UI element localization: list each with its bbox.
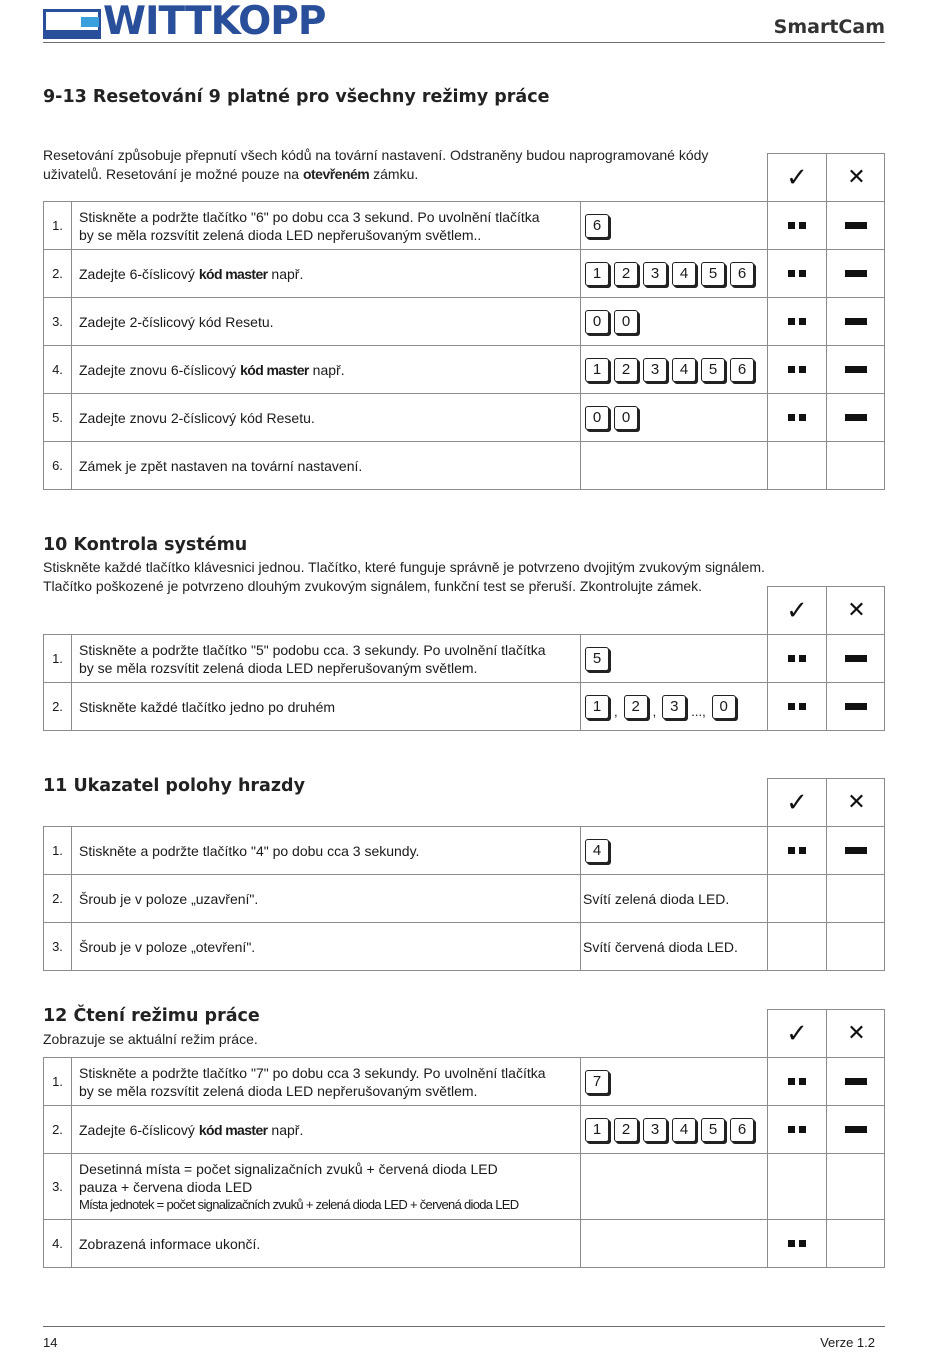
status-header (767, 153, 885, 202)
key-icon: 5 (701, 262, 725, 286)
key-icon: 2 (624, 695, 648, 719)
empty-cell (768, 442, 827, 489)
section-title-read-mode: 12 Čtení režimu práce (43, 1006, 260, 1026)
empty-cell (581, 1154, 768, 1219)
step-number: 2. (44, 250, 72, 297)
long-beep-led-icon (827, 1058, 885, 1105)
long-beep-led-icon (827, 202, 885, 249)
cross-icon: ✕ (847, 790, 866, 815)
step-number: 4. (44, 1220, 72, 1267)
section-intro-reset (43, 146, 803, 184)
intro-line: Stiskněte každé tlačítko klávesnici jednou. Tlačítko, které funguje správně je potvrzeno dvojitým zvukovým signálem. (43, 559, 765, 575)
page-footer (43, 1326, 885, 1350)
cross-icon: ✕ (847, 598, 866, 623)
cross-icon: ✕ (847, 1021, 866, 1046)
key-sequence (581, 827, 768, 874)
step-number: 1. (44, 202, 72, 249)
step-text: Zadejte 6-číslicový kód master např. (72, 250, 581, 297)
empty-cell (768, 1154, 827, 1219)
page-number: 14 (43, 1335, 58, 1350)
empty-cell (827, 442, 885, 489)
long-beep-led-icon (827, 394, 885, 441)
separator: , (652, 703, 657, 719)
section-intro-system-check (43, 558, 803, 596)
double-beep-led-icon (768, 635, 827, 682)
table-row (43, 393, 885, 442)
table-row (43, 1153, 885, 1220)
table-row (43, 874, 885, 923)
key-icon: 4 (672, 262, 696, 286)
page-header (43, 0, 885, 43)
section-title-reset: 9-13 Resetování 9 platné pro všechny režimy práce (43, 87, 550, 107)
step-text: Zadejte 2-číslicový kód Resetu. (72, 298, 581, 345)
wittkopp-logo-mark-icon (43, 9, 101, 39)
key-icon: 7 (585, 1070, 609, 1094)
step-number: 4. (44, 346, 72, 393)
double-beep-led-icon (768, 827, 827, 874)
empty-cell (768, 923, 827, 970)
key-icon: 1 (585, 1118, 609, 1142)
long-beep-led-icon (827, 250, 885, 297)
empty-cell (827, 923, 885, 970)
table-row (43, 201, 885, 250)
key-icon: 1 (585, 358, 609, 382)
table-row (43, 922, 885, 971)
step-number: 2. (44, 1106, 72, 1153)
step-text: Zámek je zpět nastaven na tovární nastavení. (72, 442, 581, 489)
key-sequence (581, 202, 768, 249)
version-label: Verze 1.2 (820, 1335, 875, 1350)
key-icon: 3 (662, 695, 686, 719)
key-icon: 2 (614, 358, 638, 382)
key-icon: 6 (730, 262, 754, 286)
double-beep-led-icon (768, 683, 827, 730)
key-sequence (581, 1106, 768, 1153)
empty-cell (581, 442, 768, 489)
step-text: Stiskněte a podržte tlačítko "4" po dobu cca 3 sekundy. (72, 827, 581, 874)
status-header (767, 586, 885, 635)
table-row (43, 345, 885, 394)
key-icon: 4 (585, 839, 609, 863)
key-icon: 3 (643, 262, 667, 286)
led-info: Svítí červená dioda LED. (581, 923, 768, 970)
table-row (43, 826, 885, 875)
key-icon: 0 (614, 310, 638, 334)
double-beep-led-icon (768, 1106, 827, 1153)
step-text: Stiskněte a podržte tlačítko "5" podobu cca. 3 sekundy. Po uvolnění tlačítka by se měla rozsvítit zelená dioda LED nepřerušovaným světlem. (72, 635, 581, 682)
key-icon: 0 (585, 310, 609, 334)
key-icon: 4 (672, 358, 696, 382)
cross-icon: ✕ (847, 165, 866, 190)
long-beep-led-icon (827, 827, 885, 874)
step-text: Zadejte znovu 2-číslicový kód Resetu. (72, 394, 581, 441)
key-sequence (581, 635, 768, 682)
step-number: 1. (44, 1058, 72, 1105)
intro-line: uživatelů. Resetování je možné pouze na otevřeném zámku. (43, 166, 419, 182)
key-icon: 5 (585, 647, 609, 671)
step-number: 1. (44, 827, 72, 874)
status-header (767, 1009, 885, 1058)
double-beep-led-icon (768, 346, 827, 393)
step-text: Šroub je v poloze „uzavření". (72, 875, 581, 922)
step-number: 3. (44, 1154, 72, 1219)
logo-text: WITTKOPP (103, 0, 326, 44)
step-text: Stiskněte každé tlačítko jedno po druhém (72, 683, 581, 730)
table-row (43, 249, 885, 298)
step-number: 2. (44, 875, 72, 922)
key-icon: 2 (614, 1118, 638, 1142)
key-icon: 2 (614, 262, 638, 286)
step-number: 6. (44, 442, 72, 489)
key-sequence (581, 394, 768, 441)
key-icon: 0 (585, 406, 609, 430)
checkmark-icon: ✓ (768, 587, 827, 634)
table-row (43, 1219, 885, 1268)
step-text: Zadejte znovu 6-číslicový kód master např. (72, 346, 581, 393)
step-text: Zobrazená informace ukončí. (72, 1220, 581, 1267)
separator: ..., (691, 703, 706, 719)
checkmark-icon: ✓ (768, 154, 827, 201)
led-info: Svítí zelená dioda LED. (581, 875, 768, 922)
section-title-system-check: 10 Kontrola systému (43, 535, 248, 555)
key-icon: 5 (701, 1118, 725, 1142)
step-number: 2. (44, 683, 72, 730)
double-beep-led-icon (768, 250, 827, 297)
step-number: 3. (44, 298, 72, 345)
key-sequence (581, 250, 768, 297)
step-number: 5. (44, 394, 72, 441)
key-icon: 1 (585, 695, 609, 719)
double-beep-led-icon (768, 298, 827, 345)
key-icon: 1 (585, 262, 609, 286)
key-icon: 6 (585, 214, 609, 238)
product-name: SmartCam (773, 16, 885, 38)
double-beep-led-icon (768, 394, 827, 441)
table-row (43, 441, 885, 490)
key-sequence (581, 298, 768, 345)
step-number: 1. (44, 635, 72, 682)
status-header (767, 778, 885, 827)
key-icon: 6 (730, 1118, 754, 1142)
step-text: Stiskněte a podržte tlačítko "7" po dobu cca 3 sekundy. Po uvolnění tlačítka by se měla rozsvítit zelená dioda LED nepřerušovaným světlem. (72, 1058, 581, 1105)
long-beep-led-icon (827, 298, 885, 345)
long-beep-led-icon (827, 635, 885, 682)
checkmark-icon: ✓ (768, 779, 827, 826)
step-text: Stiskněte a podržte tlačítko "6" po dobu cca 3 sekund. Po uvolnění tlačítka by se měla rozsvítit zelená dioda LED nepřerušovaným světlem.. (72, 202, 581, 249)
key-icon: 0 (712, 695, 736, 719)
table-row (43, 297, 885, 346)
checkmark-icon: ✓ (768, 1010, 827, 1057)
key-icon: 4 (672, 1118, 696, 1142)
long-beep-led-icon (827, 1106, 885, 1153)
key-icon: 5 (701, 358, 725, 382)
long-beep-led-icon (827, 346, 885, 393)
table-row (43, 634, 885, 683)
double-beep-led-icon (768, 1058, 827, 1105)
empty-cell (768, 875, 827, 922)
key-sequence (581, 1058, 768, 1105)
key-icon: 3 (643, 1118, 667, 1142)
step-text: Šroub je v poloze „otevření". (72, 923, 581, 970)
intro-line: Resetování způsobuje přepnutí všech kódů na tovární nastavení. Odstraněny budou naprogramované kódy (43, 147, 709, 163)
separator: , (614, 703, 618, 719)
table-row (43, 1105, 885, 1154)
double-beep-led-icon (768, 202, 827, 249)
table-row (43, 1057, 885, 1106)
empty-cell (827, 875, 885, 922)
section-intro-read-mode: Zobrazuje se aktuální režim práce. (43, 1031, 258, 1047)
step-text: Desetinná místa = počet signalizačních zvuků + červená dioda LED pauza + červena dioda LED Místa jednotek = počet signalizačních zvuků + zelená dioda LED + červená dioda LED (72, 1154, 581, 1219)
empty-cell (581, 1220, 768, 1267)
step-text: Zadejte 6-číslicový kód master např. (72, 1106, 581, 1153)
key-icon: 6 (730, 358, 754, 382)
step-number: 3. (44, 923, 72, 970)
key-sequence (581, 346, 768, 393)
key-icon: 0 (614, 406, 638, 430)
key-icon: 3 (643, 358, 667, 382)
double-beep-led-icon (768, 1220, 827, 1267)
long-beep-led-icon (827, 683, 885, 730)
intro-line: Tlačítko poškozené je potvrzeno dlouhým zvukovým signálem, funkční test se přeruší. Zkontrolujte zámek. (43, 578, 703, 594)
key-sequence (581, 683, 768, 730)
empty-cell (827, 1220, 885, 1267)
table-row (43, 682, 885, 731)
empty-cell (827, 1154, 885, 1219)
section-title-bolt-position: 11 Ukazatel polohy hrazdy (43, 776, 305, 796)
